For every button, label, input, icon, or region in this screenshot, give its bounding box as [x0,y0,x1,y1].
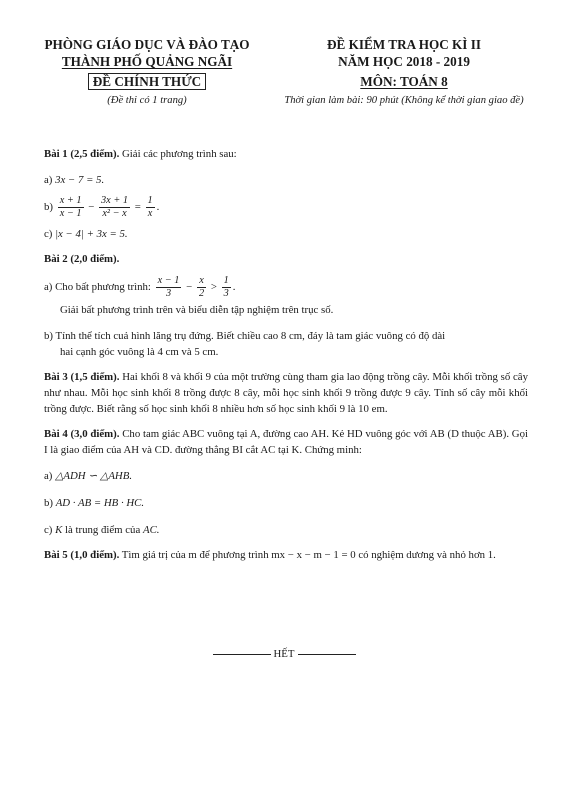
denominator: x [147,208,153,219]
math-expr: △ADH ∽ △AHB. [55,470,133,482]
denominator: 3 [165,288,172,299]
end-marker [0,648,568,660]
bai1-heading [44,146,528,162]
operator: = [134,200,141,213]
bai5-title: Bài 5 (1,0 điểm). [44,549,120,561]
department-name: PHÒNG GIÁO DỤC VÀ ĐÀO TẠO [44,37,250,52]
bai1-text: Giải các phương trình sau: [121,148,237,160]
item-label: a) [44,174,53,186]
bai2-title: Bài 2 (2,0 điểm). [44,253,120,265]
fraction [197,275,206,300]
bai1-b [44,195,528,220]
operator: − [186,280,193,293]
bai3-text: Hai khối 8 và khối 9 của một trường cùng tham gia lao động trồng cây. Mỗi khối trồng số cây như nhau. Mỗi học sinh khối 8 trồng được 8 cây, mỗi học sinh khối 9 trồng được 9 cây. Tính số cây mỗi khối trồng được. Biết rằng số học sinh khối 8 nhiều hơn số học sinh khối 9 là 10 em. [44,371,528,415]
bai1-c [44,226,528,242]
math-expr: 3x − 7 = 5. [55,174,105,186]
math-expr: |x − 4| + 3x = 5. [55,228,128,240]
denominator: 3 [223,288,229,299]
numerator: x + 1 [59,195,82,206]
denominator: 2 [198,288,205,299]
city-name: THÀNH PHỐ QUẢNG NGÃI [61,54,233,69]
fraction [99,195,130,220]
bai2-a-text: Cho bất phương trình: [55,280,151,293]
item-label: b) [44,200,53,213]
header-left [22,36,272,106]
operator: > [210,280,217,293]
time-note: Thời gian làm bài: 90 phút (Không kể thời gian giao đề) [284,95,524,106]
denominator: x² − x [102,208,127,219]
school-year: NĂM HỌC 2018 - 2019 [338,54,470,69]
math-expr: AD · AB = HB · HC. [55,497,145,509]
numerator: 1 [147,195,153,206]
denominator: x − 1 [59,208,82,219]
item-label: a) [44,470,53,482]
bai3 [44,369,528,417]
bai4 [44,426,528,458]
bai1-title: Bài 1 (2,5 điểm). [44,148,120,160]
bai4-text: Cho tam giác ABC vuông tại A, đường cao AH. Kẻ HD vuông góc với AB (D thuộc AB). Gọi I là giao điểm của AH và CD. đường thẳng BI cắt AC tại K. Chứng minh: [44,428,529,456]
official-badge: ĐỀ CHÍNH THỨC [88,73,206,90]
bai4-title: Bài 4 (3,0 điểm). [44,428,120,440]
subject: MÔN: TOÁN 8 [360,74,448,89]
numerator: 1 [223,275,229,286]
fraction [156,275,182,300]
math-expr: AC. [142,524,160,536]
numerator: x − 1 [157,275,180,286]
period: . [232,280,236,293]
exam-title: ĐỀ KIỂM TRA HỌC KÌ II [326,37,481,52]
bai2-a [44,275,528,300]
bai2-b-line1: Tính thể tích cuả hình lăng trụ đứng. Biết chiều cao 8 cm, đáy là tam giác vuông có độ dài [55,330,446,342]
bai4-c [44,522,528,538]
pages-note: (Đề thi có 1 trang) [107,95,187,106]
fraction [146,195,155,220]
numerator: 3x + 1 [101,195,128,206]
bai3-title: Bài 3 (1,5 điểm). [44,371,120,383]
item-label: b) [44,330,53,342]
numerator: x [199,275,204,286]
end-label: HẾT [273,648,295,660]
bai2-b [44,328,528,344]
header-right [258,36,550,106]
period: . [156,200,160,213]
item-label: a) [44,280,53,293]
fraction [58,195,84,220]
bai4-c-text: là trung điểm của [65,524,141,536]
bai2-b-line2: hai cạnh góc vuông là 4 cm và 5 cm. [60,346,219,358]
item-label: c) [44,524,53,536]
bai2-heading [44,251,528,267]
math-var: K [55,524,63,536]
bai1-a [44,172,528,188]
divider-right [298,654,356,655]
bai4-a [44,468,528,484]
bai4-b [44,495,528,511]
bai5 [44,547,528,563]
item-label: b) [44,497,53,509]
bai2-a-sub: Giải bất phương trình trên và biểu diễn tập nghiệm trên trục số. [60,304,334,316]
operator: − [88,200,95,213]
item-label: c) [44,228,53,240]
divider-left [213,654,271,655]
exam-content [44,146,528,563]
bai5-text: Tìm giá trị của m để phương trình mx − x − m − 1 = 0 có nghiệm dương và nhỏ hơn 1. [121,549,496,561]
fraction [222,275,231,300]
